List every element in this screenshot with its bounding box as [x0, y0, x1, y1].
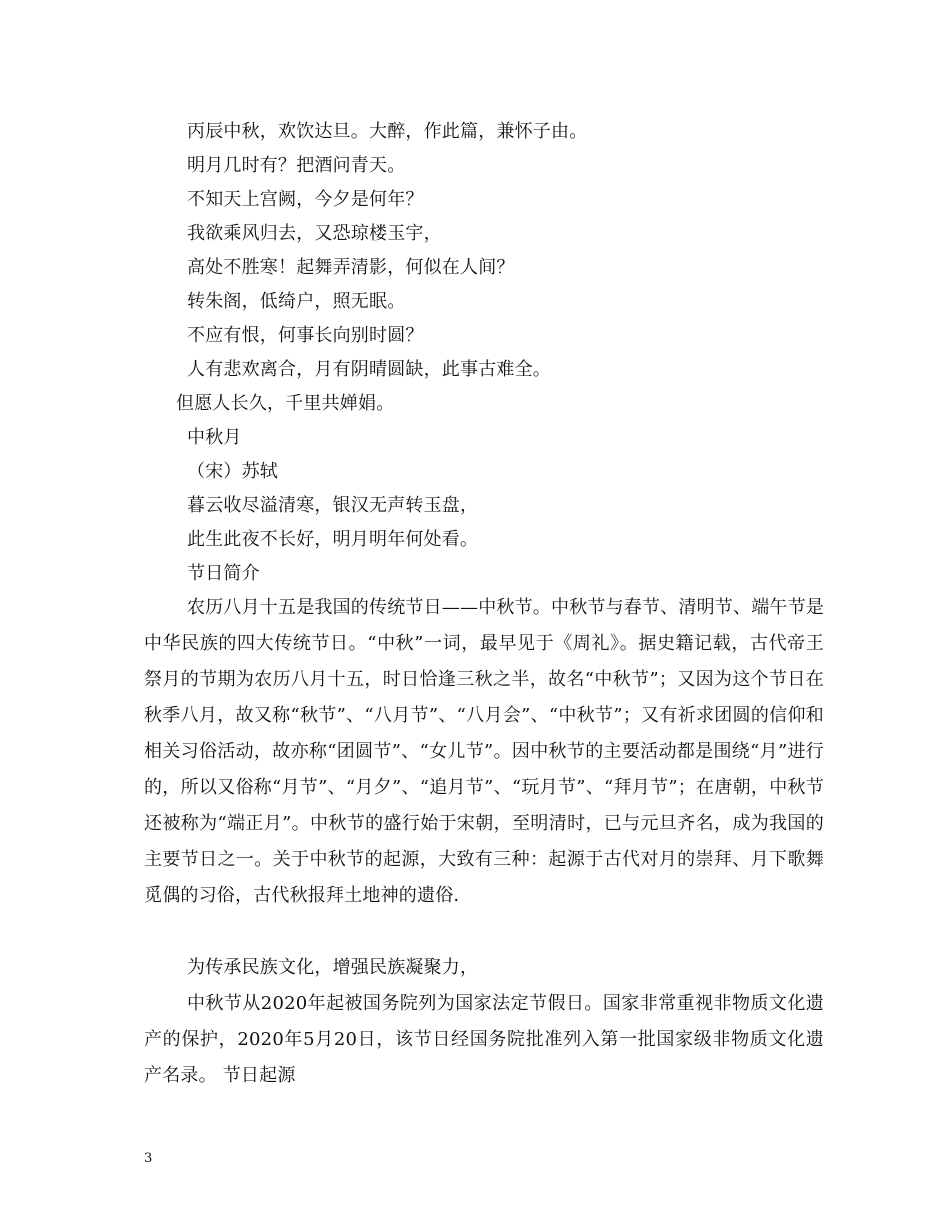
poem-line: 高处不胜寒！起舞弄清影，何似在人间？ [187, 257, 515, 278]
poem-line: 人有悲欢离合，月有阴晴圆缺，此事古难全。 [187, 359, 551, 380]
body-paragraph: 为传承民族文化，增强民族凝聚力， [187, 957, 479, 978]
poem-line: 不知天上宫阙，今夕是何年？ [187, 189, 424, 210]
section-heading: 节日简介 [187, 563, 260, 584]
poem-line: 明月几时有？把酒问青天。 [187, 155, 406, 176]
poem-author: （宋）苏轼 [187, 461, 278, 482]
poem-line: 但愿人长久，千里共婵娟。 [176, 393, 395, 414]
poem-preface: 丙辰中秋，欢饮达旦。大醉，作此篇，兼怀子由。 [187, 121, 588, 142]
poem-line: 转朱阁，低绮户，照无眠。 [187, 291, 406, 312]
poem-line: 不应有恨，何事长向别时圆？ [187, 325, 424, 346]
body-paragraph: 中秋节从2020年起被国务院列为国家法定节假日。国家非常重视非物质文化遗产的保护，2020年5月20日，该节日经国务院批准列入第一批国家级非物质文化遗产名录。 节日起源 [144, 993, 824, 1086]
page-number: 3 [144, 1151, 153, 1166]
body-paragraph: 农历八月十五是我国的传统节日——中秋节。中秋节与春节、清明节、端午节是中华民族的四大传统节日。“中秋”一词，最早见于《周礼》。据史籍记载，古代帝王祭月的节期为农历八月十五，时日恰逢三秋之半，故名“中秋节”；又因为这个节日在秋季八月，故又称“秋节”、“八月节”、“八月会”、“中秋节”；又有祈求团圆的信仰和相关习俗活动，故亦称“团圆节”、“女儿节”。因中秋节的主要活动都是围绕“月”进行的，所以又俗称“月节”、“月夕”、“追月节”、“玩月节”、“拜月节”；在唐朝，中秋节还被称为“端正月”。中秋节的盛行始于宋朝，至明清时，已与元旦齐名，成为我国的主要节日之一。关于中秋节的起源，大致有三种：起源于古代对月的崇拜、月下歌舞觅偶的习俗，古代秋报拜土地神的遗俗. [144, 597, 824, 906]
poem-line: 此生此夜不长好，明月明年何处看。 [187, 529, 479, 550]
poem-line: 我欲乘风归去，又恐琼楼玉宇， [187, 223, 442, 244]
poem-line: 暮云收尽溢清寒，银汉无声转玉盘， [187, 495, 479, 516]
poem-title: 中秋月 [187, 427, 242, 448]
